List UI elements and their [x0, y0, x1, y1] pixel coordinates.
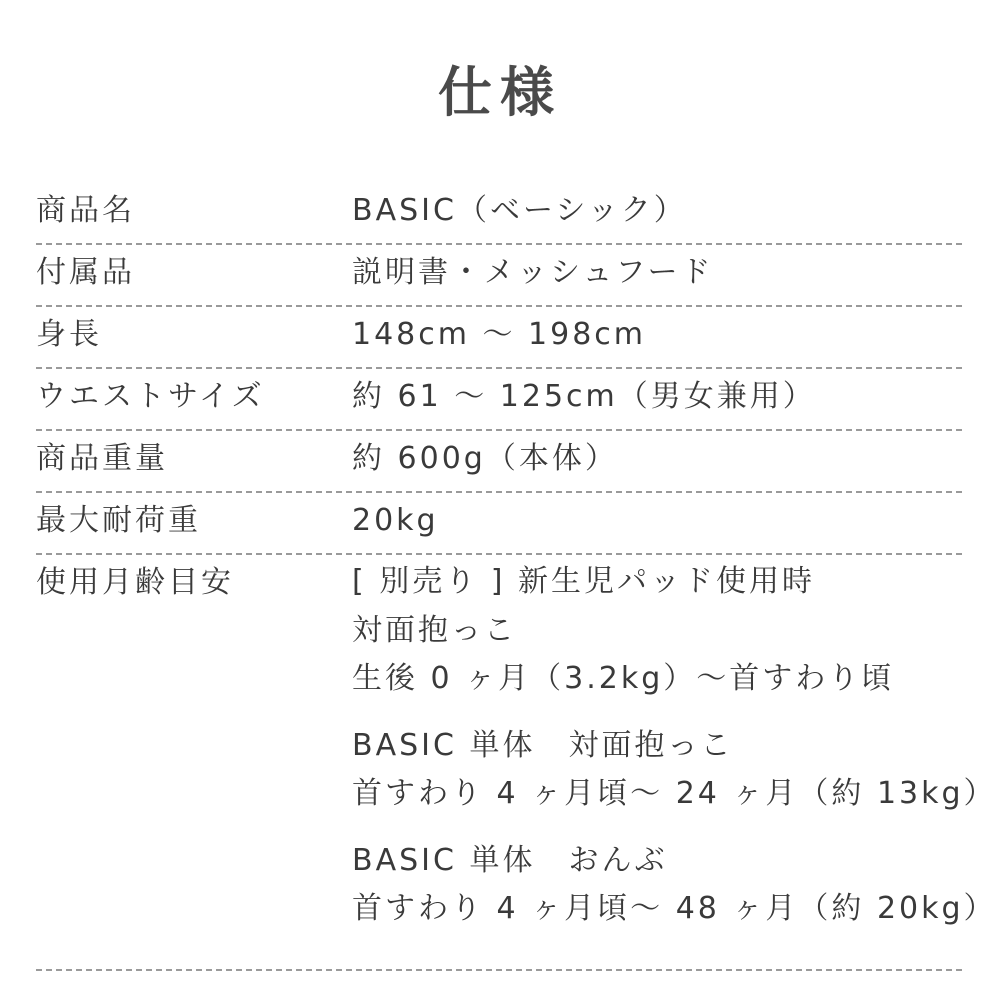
age-line: 首すわり 4 ヶ月頃〜 48 ヶ月（約 20kg） [352, 891, 997, 926]
spec-row-age-guide [36, 555, 997, 971]
spec-label: 商品重量 [36, 441, 168, 476]
age-line: 首すわり 4 ヶ月頃〜 24 ヶ月（約 13kg） [352, 776, 997, 811]
spec-table [36, 183, 997, 971]
spec-row-product-name [36, 183, 962, 245]
spec-value: 20kg [352, 503, 439, 538]
spec-label: 身長 [36, 317, 102, 352]
spec-label: 付属品 [36, 255, 135, 290]
spec-label: 最大耐荷重 [36, 503, 201, 538]
age-block-back-carry [352, 837, 997, 934]
age-line: [ 別売り ] 新生児パッド使用時 [352, 564, 816, 599]
spec-label: ウエストサイズ [36, 379, 265, 414]
age-line: 対面抱っこ [352, 612, 517, 648]
age-block-newborn [352, 558, 997, 704]
page-title: 仕様 [438, 61, 562, 124]
spec-value: BASIC（ベーシック） [352, 193, 687, 228]
spec-label: 商品名 [36, 193, 135, 228]
age-line: BASIC 単体 対面抱っこ [352, 727, 734, 763]
spec-value-age-guide [352, 555, 997, 969]
spec-row-product-weight [36, 431, 962, 493]
spec-value: 約 600g（本体） [352, 441, 618, 476]
spec-row-waist-size [36, 369, 962, 431]
spec-label: 使用月齢目安 [36, 565, 234, 600]
spec-value: 148cm 〜 198cm [352, 317, 647, 352]
spec-value: 説明書・メッシュフード [352, 255, 714, 290]
spec-row-max-load [36, 493, 962, 555]
spec-value: 約 61 〜 125cm（男女兼用） [352, 379, 816, 414]
age-block-front-carry [352, 722, 997, 819]
age-line: BASIC 単体 おんぶ [352, 842, 668, 878]
spec-row-height [36, 307, 962, 369]
spec-row-accessories [36, 245, 962, 307]
age-line: 生後 0 ヶ月（3.2kg）〜首すわり頃 [352, 661, 895, 696]
